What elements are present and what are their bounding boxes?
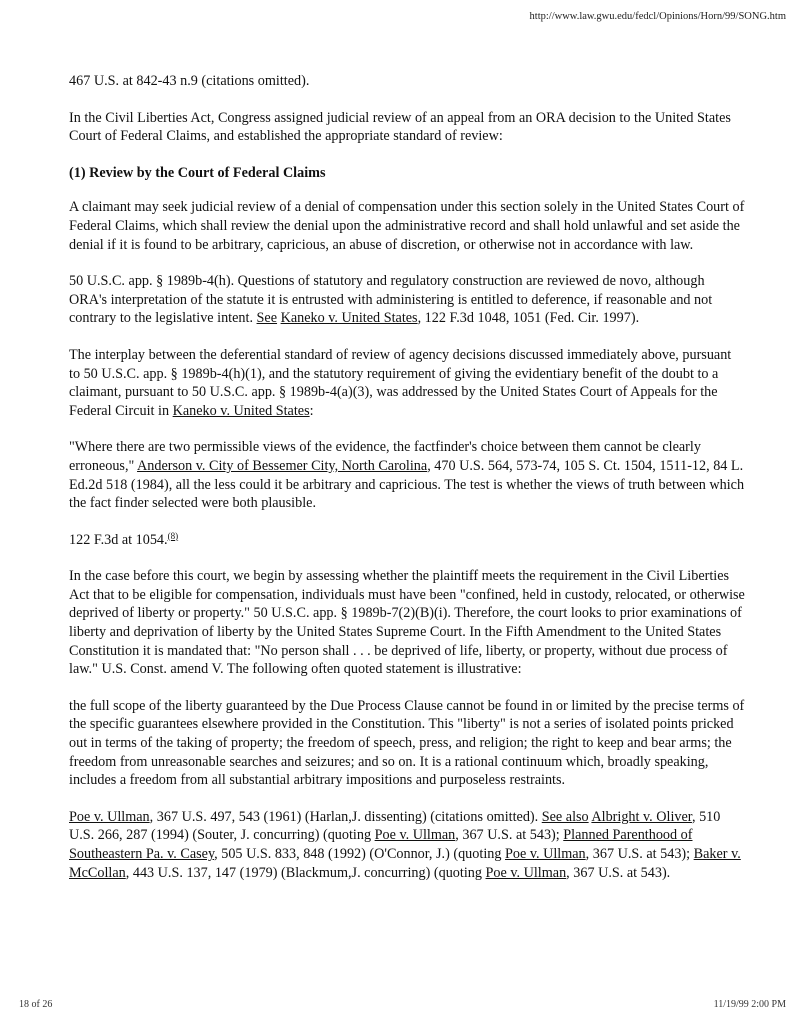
- footnote-link-8[interactable]: (8): [167, 530, 179, 541]
- case-link-poe[interactable]: Poe v. Ullman: [505, 846, 586, 862]
- paragraph-interplay: [69, 346, 745, 420]
- document-body: [69, 72, 745, 900]
- text-segment: , 470 U.S. 564, 573-74, 105 S. Ct. 1504, 1511-12, 84 L. Ed.2d 518 (1984), all the less could it be arbitrary and capricious. The test is whether the views of truth between which the fact finder selected were both plausible.: [69, 457, 745, 512]
- text-segment: , 367 U.S. 497, 543 (1961) (Harlan,J. dissenting) (citations omitted).: [149, 808, 542, 825]
- case-link-poe[interactable]: Poe v. Ullman: [69, 808, 150, 825]
- text-segment: , 367 U.S. at 543);: [455, 827, 564, 844]
- see-signal-link[interactable]: See: [256, 310, 278, 327]
- text-segment: , 505 U.S. 833, 848 (1992) (O'Connor, J.) (quoting: [214, 846, 505, 862]
- see-also-signal-link[interactable]: See also: [541, 808, 589, 825]
- print-timestamp: 11/19/99 2:00 PM: [713, 999, 786, 1010]
- paragraph-citation: 467 U.S. at 842-43 n.9 (citations omitted).: [69, 73, 310, 89]
- text-segment: 122 F.3d at 1054.: [69, 531, 168, 548]
- text-segment: :: [309, 402, 314, 419]
- paragraph-liberty-quote: the full scope of the liberty guaranteed by the Due Process Clause cannot be found in or limited by the precise terms of the specific guarantees elsewhere provided in the Constitution. This "liberty" is not a series of isolated points pricked out in terms of the taking of property; the freedom of speech, press, and religion; the right to keep and bear arms; the freedom from unreasonable searches and seizures; and so on. It is a rational continuum which, broadly speaking, includes a freedom from all substantial arbitrary impositions and purposeless restraints.: [69, 697, 745, 789]
- text-segment: , 367 U.S. at 543).: [566, 864, 671, 881]
- text-segment: , 510 U.S. 266, 287 (1994) (Souter, J. concurring) (quoting: [69, 808, 721, 844]
- paragraph-case-citations: [69, 808, 745, 882]
- case-link-kaneko[interactable]: Kaneko v. United States: [280, 310, 418, 327]
- text-segment: , 443 U.S. 137, 147 (1979) (Blackmum,J. concurring) (quoting: [125, 864, 486, 881]
- text-segment: "Where there are two permissible views of the evidence, the factfinder's choice between them cannot be clearly erroneous,": [69, 439, 701, 474]
- paragraph-pin-cite: [69, 531, 745, 550]
- paragraph-standard-of-review: [69, 272, 745, 328]
- paragraph-anderson-quote: [69, 438, 745, 512]
- paragraph-statute-quote: A claimant may seek judicial review of a denial of compensation under this section solely in the United States Court of Federal Claims, which shall review the denial upon the administrative record and shall hold unlawful and set aside the denial if it is found to be arbitrary, capricious, an abuse of discretion, or otherwise not in accordance with law.: [69, 199, 745, 253]
- case-link-casey[interactable]: Planned Parenthood of Southeastern Pa. v. Casey: [69, 827, 693, 862]
- case-link-anderson[interactable]: Anderson v. City of Bessemer City, North Carolina: [137, 457, 428, 474]
- case-link-albright[interactable]: Albright v. Oliver: [591, 808, 692, 825]
- case-link-poe[interactable]: Poe v. Ullman: [485, 864, 567, 881]
- text-segment: , 122 F.3d 1048, 1051 (Fed. Cir. 1997).: [417, 310, 640, 327]
- text-segment: 50 U.S.C. app. § 1989b-4(h). Questions of statutory and regulatory construction are reviewed de novo, although ORA's interpretation of the statute it is entrusted with administering is entitled to deference, if reasonable and not contrary to the legislative intent.: [69, 273, 713, 327]
- case-link-kaneko[interactable]: Kaneko v. United States: [172, 402, 310, 419]
- case-link-poe[interactable]: Poe v. Ullman: [374, 827, 456, 844]
- paragraph-intro: In the Civil Liberties Act, Congress assigned judicial review of an appeal from an ORA decision to the United States Court of Federal Claims, and established the appropriate standard of review:: [69, 109, 731, 145]
- text-segment: The interplay between the deferential standard of review of agency decisions discussed immediately above, pursuant to 50 U.S.C. app. § 1989b-4(h)(1), and the statutory requirement of giving the evidentiary benefit of the doubt to a claimant, pursuant to 50 U.S.C. app. § 1989b-4(a)(3), was addressed by the United States Court of Appeals for the Federal Circuit in: [69, 346, 732, 419]
- page-url: http://www.law.gwu.edu/fedcl/Opinions/Horn/99/SONG.htm: [529, 11, 786, 22]
- case-link-baker[interactable]: Baker v. McCollan: [69, 846, 741, 881]
- paragraph-analysis: In the case before this court, we begin by assessing whether the plaintiff meets the requirement in the Civil Liberties Act that to be eligible for compensation, individuals must have been "confined, held in custody, relocated, or otherwise deprived of liberty or property." 50 U.S.C. app. § 1989b-7(2)(B)(i). Therefore, the court looks to prior examinations of liberty and deprivation of liberty by the United States Supreme Court. In the Fifth Amendment to the United States Constitution it is mandated that: "No person shall . . . be deprived of life, liberty, or property, without due process of law." U.S. Const. amend V. The following often quoted statement is illustrative:: [69, 568, 745, 678]
- section-heading: (1) Review by the Court of Federal Claims: [69, 164, 326, 181]
- page-counter: 18 of 26: [19, 999, 53, 1010]
- text-segment: , 367 U.S. at 543);: [585, 846, 694, 862]
